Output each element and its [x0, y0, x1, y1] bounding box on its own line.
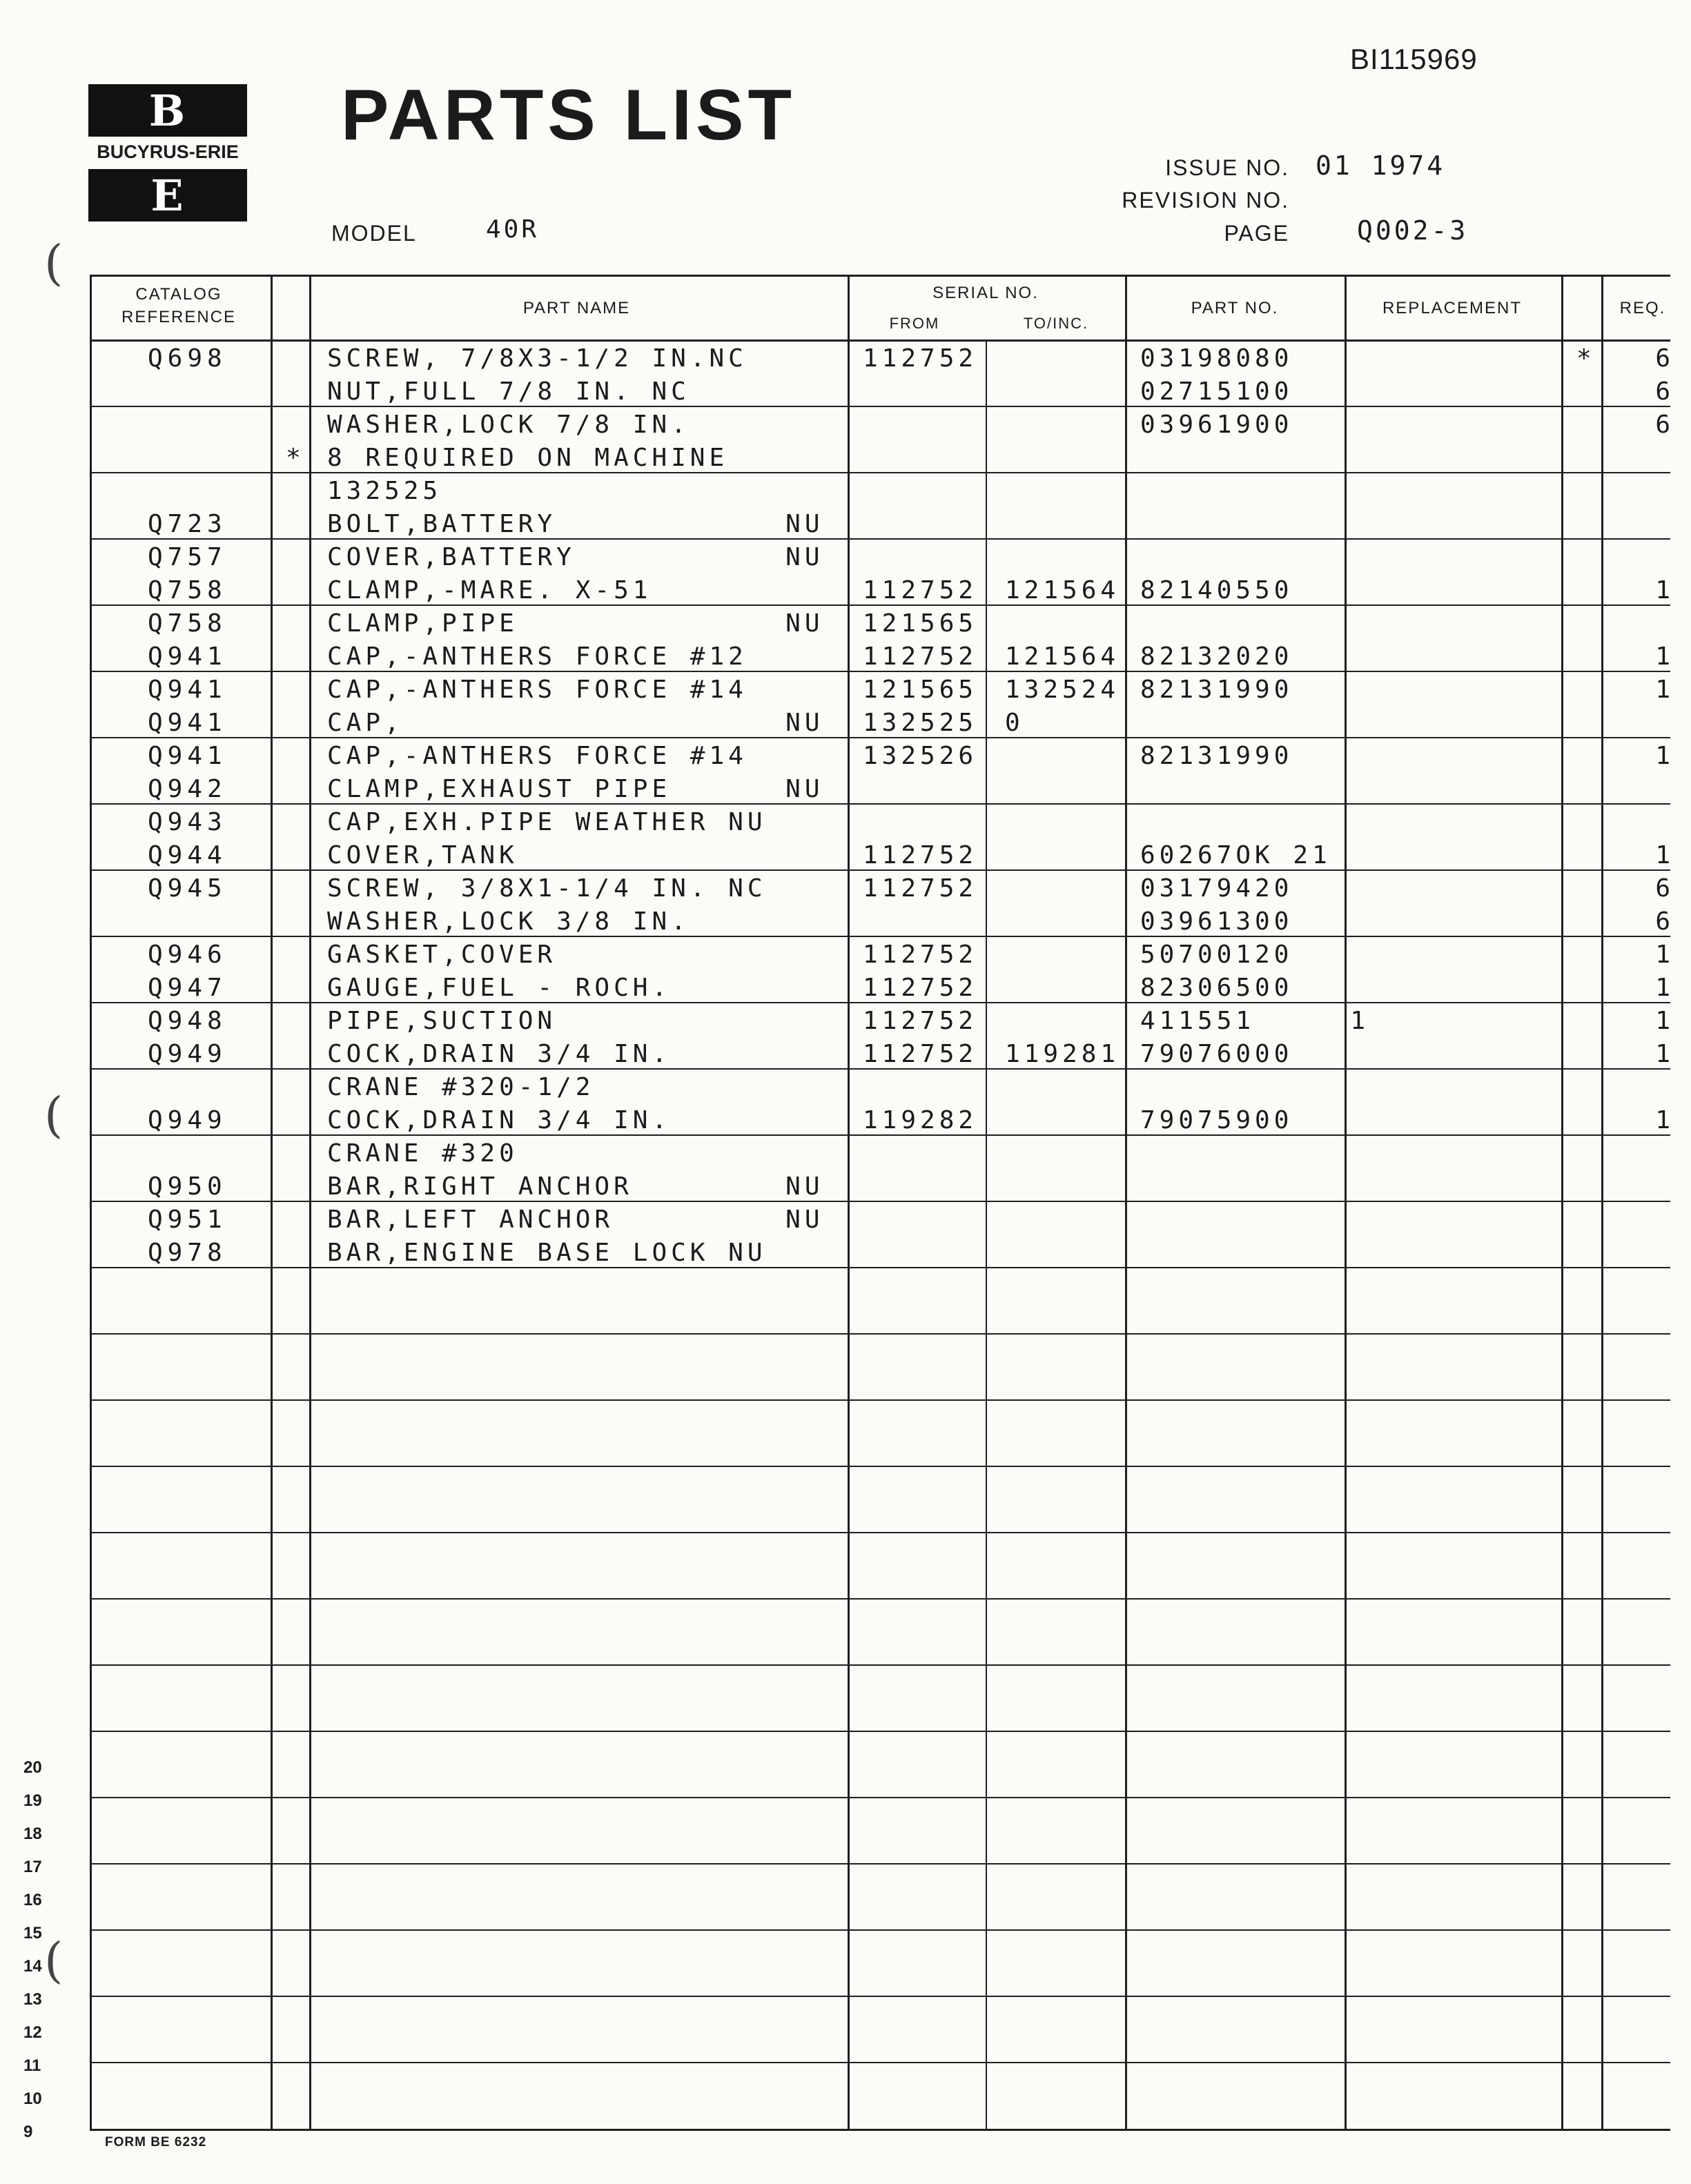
- row-rule: [90, 1002, 1670, 1003]
- part-name-cell: SCREW, 7/8X3-1/2 IN.NC: [327, 344, 747, 373]
- required-qty-cell: 6: [1655, 907, 1670, 936]
- issue-label: ISSUE NO.: [1165, 155, 1289, 180]
- logo-top-block: B: [88, 84, 247, 137]
- part-number-cell: 411551 1: [1140, 1007, 1370, 1035]
- required-qty-cell: 1: [1655, 676, 1670, 704]
- model-value: 40R: [486, 215, 540, 244]
- binder-hole-mark: (: [44, 235, 63, 291]
- form-number: FORM BE 6232: [105, 2135, 207, 2149]
- required-qty-cell: [1636, 709, 1670, 737]
- catalog-reference-cell: Q950: [148, 1172, 227, 1201]
- part-name-cell: BAR,ENGINE BASE LOCK NU: [327, 1239, 767, 1267]
- part-number-cell: 02715100: [1140, 377, 1293, 406]
- row-rule: [90, 1399, 1670, 1401]
- part-name-cell: CAP,EXH.PIPE WEATHER NU: [327, 808, 767, 836]
- required-qty-cell: 1: [1655, 642, 1670, 671]
- row-rule: [90, 604, 1670, 606]
- row-rule: [90, 1929, 1670, 1931]
- part-name-cell: WASHER,LOCK 7/8 IN.: [327, 411, 690, 439]
- part-name-cell: CLAMP,PIPE NU: [327, 609, 824, 638]
- required-qty-cell: 1: [1655, 941, 1670, 969]
- serial-from-cell: 112752: [863, 874, 978, 903]
- serial-from-cell: 112752: [863, 841, 978, 869]
- required-qty-cell: 6: [1655, 411, 1670, 439]
- company-name: BUCYRUS-ERIE: [97, 141, 239, 162]
- catalog-reference-cell: Q941: [148, 676, 227, 704]
- row-rule: [90, 406, 1670, 407]
- model-label: MODEL: [331, 221, 417, 246]
- row-rule: [90, 1466, 1670, 1467]
- margin-line-number: 14: [23, 1957, 42, 1976]
- row-rule: [90, 803, 1670, 805]
- header-part-name: PART NAME: [522, 299, 631, 317]
- table-bottom-rule: [90, 2129, 1670, 2131]
- required-qty-cell: 1: [1655, 1040, 1670, 1068]
- part-number-cell: 03179420: [1140, 874, 1293, 903]
- required-qty-cell: 1: [1655, 841, 1670, 869]
- table-top-rule: [90, 275, 1670, 277]
- margin-line-number: 17: [23, 1858, 42, 1876]
- serial-from-cell: 132526: [863, 742, 978, 770]
- required-qty-cell: [1636, 511, 1670, 538]
- required-qty-cell: 6: [1655, 377, 1670, 406]
- part-number-cell: 03961900: [1140, 411, 1293, 439]
- serial-from-cell: 121565: [863, 676, 978, 704]
- serial-divider: [986, 340, 987, 2129]
- catalog-reference-cell: Q944: [148, 841, 227, 869]
- row-rule: [90, 1134, 1670, 1136]
- margin-line-number: 10: [23, 2089, 42, 2108]
- part-name-cell: CRANE #320: [327, 1139, 518, 1168]
- page-number: Q002-3: [1357, 215, 1469, 246]
- serial-from-cell: 112752: [863, 642, 978, 671]
- margin-line-number: 18: [23, 1824, 42, 1843]
- serial-from-cell: 112752: [863, 1040, 978, 1068]
- part-name-cell: NUT,FULL 7/8 IN. NC: [327, 377, 690, 406]
- part-name-cell: COVER,BATTERY NU: [327, 543, 824, 571]
- margin-line-number: 9: [23, 2123, 33, 2141]
- part-name-cell: COCK,DRAIN 3/4 IN.: [327, 1106, 672, 1134]
- required-qty-cell: 1: [1655, 576, 1670, 604]
- part-number-cell: 79075900: [1140, 1106, 1293, 1134]
- catalog-reference-cell: Q947: [148, 974, 227, 1002]
- required-qty-cell: 1: [1655, 742, 1670, 770]
- part-number-cell: 03961300: [1140, 907, 1293, 936]
- row-rule: [90, 1731, 1670, 1732]
- catalog-reference-cell: Q945: [148, 874, 227, 903]
- catalog-reference-cell: Q948: [148, 1007, 227, 1035]
- row-rule: [90, 472, 1670, 473]
- row-rule: [90, 936, 1670, 937]
- margin-line-number: 20: [23, 1758, 42, 1777]
- row-rule: [90, 1532, 1670, 1533]
- part-name-cell: BAR,LEFT ANCHOR NU: [327, 1206, 824, 1234]
- row-rule: [90, 1068, 1670, 1070]
- part-number-cell: 03198080: [1140, 344, 1293, 373]
- serial-from-cell: 121565: [863, 609, 978, 638]
- required-qty-cell: 1: [1655, 1106, 1670, 1134]
- serial-from-cell: 112752: [863, 344, 978, 373]
- serial-to-cell: 119281: [1005, 1040, 1120, 1068]
- catalog-reference-cell: Q758: [148, 576, 227, 604]
- catalog-reference-cell: Q698: [148, 344, 227, 373]
- margin-line-number: 15: [23, 1924, 42, 1942]
- part-name-cell: SCREW, 3/8X1-1/4 IN. NC: [327, 874, 767, 903]
- part-name-cell: CAP,-ANTHERS FORCE #14: [327, 742, 747, 770]
- page-label: PAGE: [1224, 221, 1289, 246]
- row-rule: [90, 1797, 1670, 1798]
- revision-label: REVISION NO.: [1122, 188, 1289, 213]
- margin-line-number: 11: [23, 2056, 41, 2075]
- catalog-reference-cell: Q943: [148, 808, 227, 836]
- required-qty-cell: [1636, 1173, 1670, 1201]
- part-number-cell: 50700120: [1140, 941, 1293, 969]
- part-name-cell: WASHER,LOCK 3/8 IN.: [327, 907, 690, 936]
- catalog-reference-cell: Q951: [148, 1206, 227, 1234]
- part-name-cell: 8 REQUIRED ON MACHINE: [327, 444, 729, 472]
- row-rule: [90, 1598, 1670, 1600]
- required-qty-cell: [1636, 478, 1670, 505]
- serial-from-cell: 112752: [863, 1007, 978, 1035]
- row-rule: [90, 737, 1670, 738]
- part-name-cell: CAP, NU: [327, 709, 824, 737]
- row-rule: [90, 671, 1670, 672]
- serial-to-cell: 0: [1005, 709, 1024, 737]
- header-catalog-reference: CATALOG REFERENCE: [121, 285, 237, 326]
- required-qty-cell: [1636, 1140, 1670, 1168]
- catalog-reference-cell: Q757: [148, 543, 227, 571]
- row-rule: [90, 1996, 1670, 1997]
- page-title: PARTS LIST: [341, 75, 796, 155]
- part-name-cell: BOLT,BATTERY NU: [327, 510, 824, 538]
- binder-hole-mark: (: [44, 1932, 63, 1989]
- part-name-cell: BAR,RIGHT ANCHOR NU: [327, 1172, 824, 1201]
- serial-from-cell: 112752: [863, 974, 978, 1002]
- required-qty-cell: [1636, 544, 1670, 571]
- part-number-cell: 82140550: [1140, 576, 1293, 604]
- header-serial-from: FROM: [889, 315, 940, 332]
- required-qty-cell: [1636, 1239, 1670, 1267]
- required-qty-cell: [1636, 1074, 1670, 1101]
- required-qty-cell: 1: [1655, 1007, 1670, 1035]
- part-name-cell: CAP,-ANTHERS FORCE #14: [327, 676, 747, 704]
- serial-from-cell: 119282: [863, 1106, 978, 1134]
- catalog-reference-cell: Q941: [148, 642, 227, 671]
- part-name-cell: 132525: [327, 477, 442, 505]
- row-rule: [90, 1863, 1670, 1865]
- row-rule: [90, 1201, 1670, 1202]
- header-replacement: REPLACEMENT: [1382, 299, 1523, 317]
- part-name-cell: CLAMP,-MARE. X-51: [327, 576, 652, 604]
- part-name-cell: CAP,-ANTHERS FORCE #12: [327, 642, 747, 671]
- part-name-cell: CRANE #320-1/2: [327, 1073, 595, 1101]
- header-req: REQ.: [1619, 299, 1666, 317]
- part-number-cell: 60267OK 21: [1140, 841, 1331, 869]
- catalog-reference-cell: Q941: [148, 709, 227, 737]
- catalog-reference-cell: Q942: [148, 775, 227, 803]
- part-number-cell: 82131990: [1140, 742, 1293, 770]
- part-number-cell: 82132020: [1140, 642, 1293, 671]
- row-rule: [90, 1664, 1670, 1666]
- required-qty-cell: [1636, 809, 1670, 836]
- serial-to-cell: 121564: [1005, 642, 1120, 671]
- part-number-cell: 79076000: [1140, 1040, 1293, 1068]
- margin-line-number: 19: [23, 1791, 42, 1810]
- catalog-reference-cell: Q949: [148, 1106, 227, 1134]
- serial-to-cell: 121564: [1005, 576, 1120, 604]
- serial-from-cell: 112752: [863, 576, 978, 604]
- serial-from-cell: 112752: [863, 941, 978, 969]
- part-name-cell: GASKET,COVER: [327, 941, 557, 969]
- part-name-cell: PIPE,SUCTION: [327, 1007, 557, 1035]
- issue-value: 01 1974: [1316, 150, 1446, 181]
- required-qty-cell: [1636, 776, 1670, 803]
- binder-hole-mark: (: [44, 1087, 63, 1143]
- part-name-cell: GAUGE,FUEL - ROCH.: [327, 974, 672, 1002]
- header-serial-no: SERIAL NO.: [932, 284, 1039, 302]
- catalog-reference-cell: Q758: [148, 609, 227, 638]
- note-marker-cell: *: [286, 444, 305, 472]
- row-rule: [90, 1267, 1670, 1268]
- part-number-cell: 82131990: [1140, 676, 1293, 704]
- header-part-no: PART NO.: [1191, 299, 1279, 317]
- catalog-reference-cell: Q946: [148, 941, 227, 969]
- part-name-cell: CLAMP,EXHAUST PIPE NU: [327, 775, 824, 803]
- serial-from-cell: 132525: [863, 709, 978, 737]
- part-name-cell: COVER,TANK: [327, 841, 518, 869]
- row-rule: [90, 538, 1670, 540]
- required-qty-cell: [1636, 1206, 1670, 1234]
- header-bottom-rule: [90, 340, 1670, 342]
- row-rule: [90, 2062, 1670, 2063]
- row-rule: [90, 869, 1670, 871]
- required-qty-cell: 6: [1655, 874, 1670, 903]
- catalog-reference-cell: Q941: [148, 742, 227, 770]
- header-serial-to: TO/INC.: [1023, 315, 1089, 332]
- margin-line-number: 16: [23, 1891, 42, 1909]
- document-id: BI115969: [1350, 43, 1478, 75]
- margin-line-number: 13: [23, 1990, 42, 2009]
- part-name-cell: COCK,DRAIN 3/4 IN.: [327, 1040, 672, 1068]
- part-number-cell: 82306500: [1140, 974, 1293, 1002]
- company-logo: [88, 84, 247, 222]
- margin-line-number: 12: [23, 2023, 42, 2042]
- catalog-reference-cell: Q978: [148, 1239, 227, 1267]
- row-rule: [90, 1333, 1670, 1335]
- required-qty-cell: [1636, 444, 1670, 472]
- required-qty-cell: [1636, 610, 1670, 638]
- catalog-reference-cell: Q723: [148, 510, 227, 538]
- required-qty-cell: 6: [1655, 344, 1670, 373]
- required-qty-cell: 1: [1655, 974, 1670, 1002]
- logo-bottom-block: E: [88, 169, 247, 222]
- serial-to-cell: 132524: [1005, 676, 1120, 704]
- catalog-reference-cell: Q949: [148, 1040, 227, 1068]
- flag-marker-cell: *: [1576, 344, 1596, 373]
